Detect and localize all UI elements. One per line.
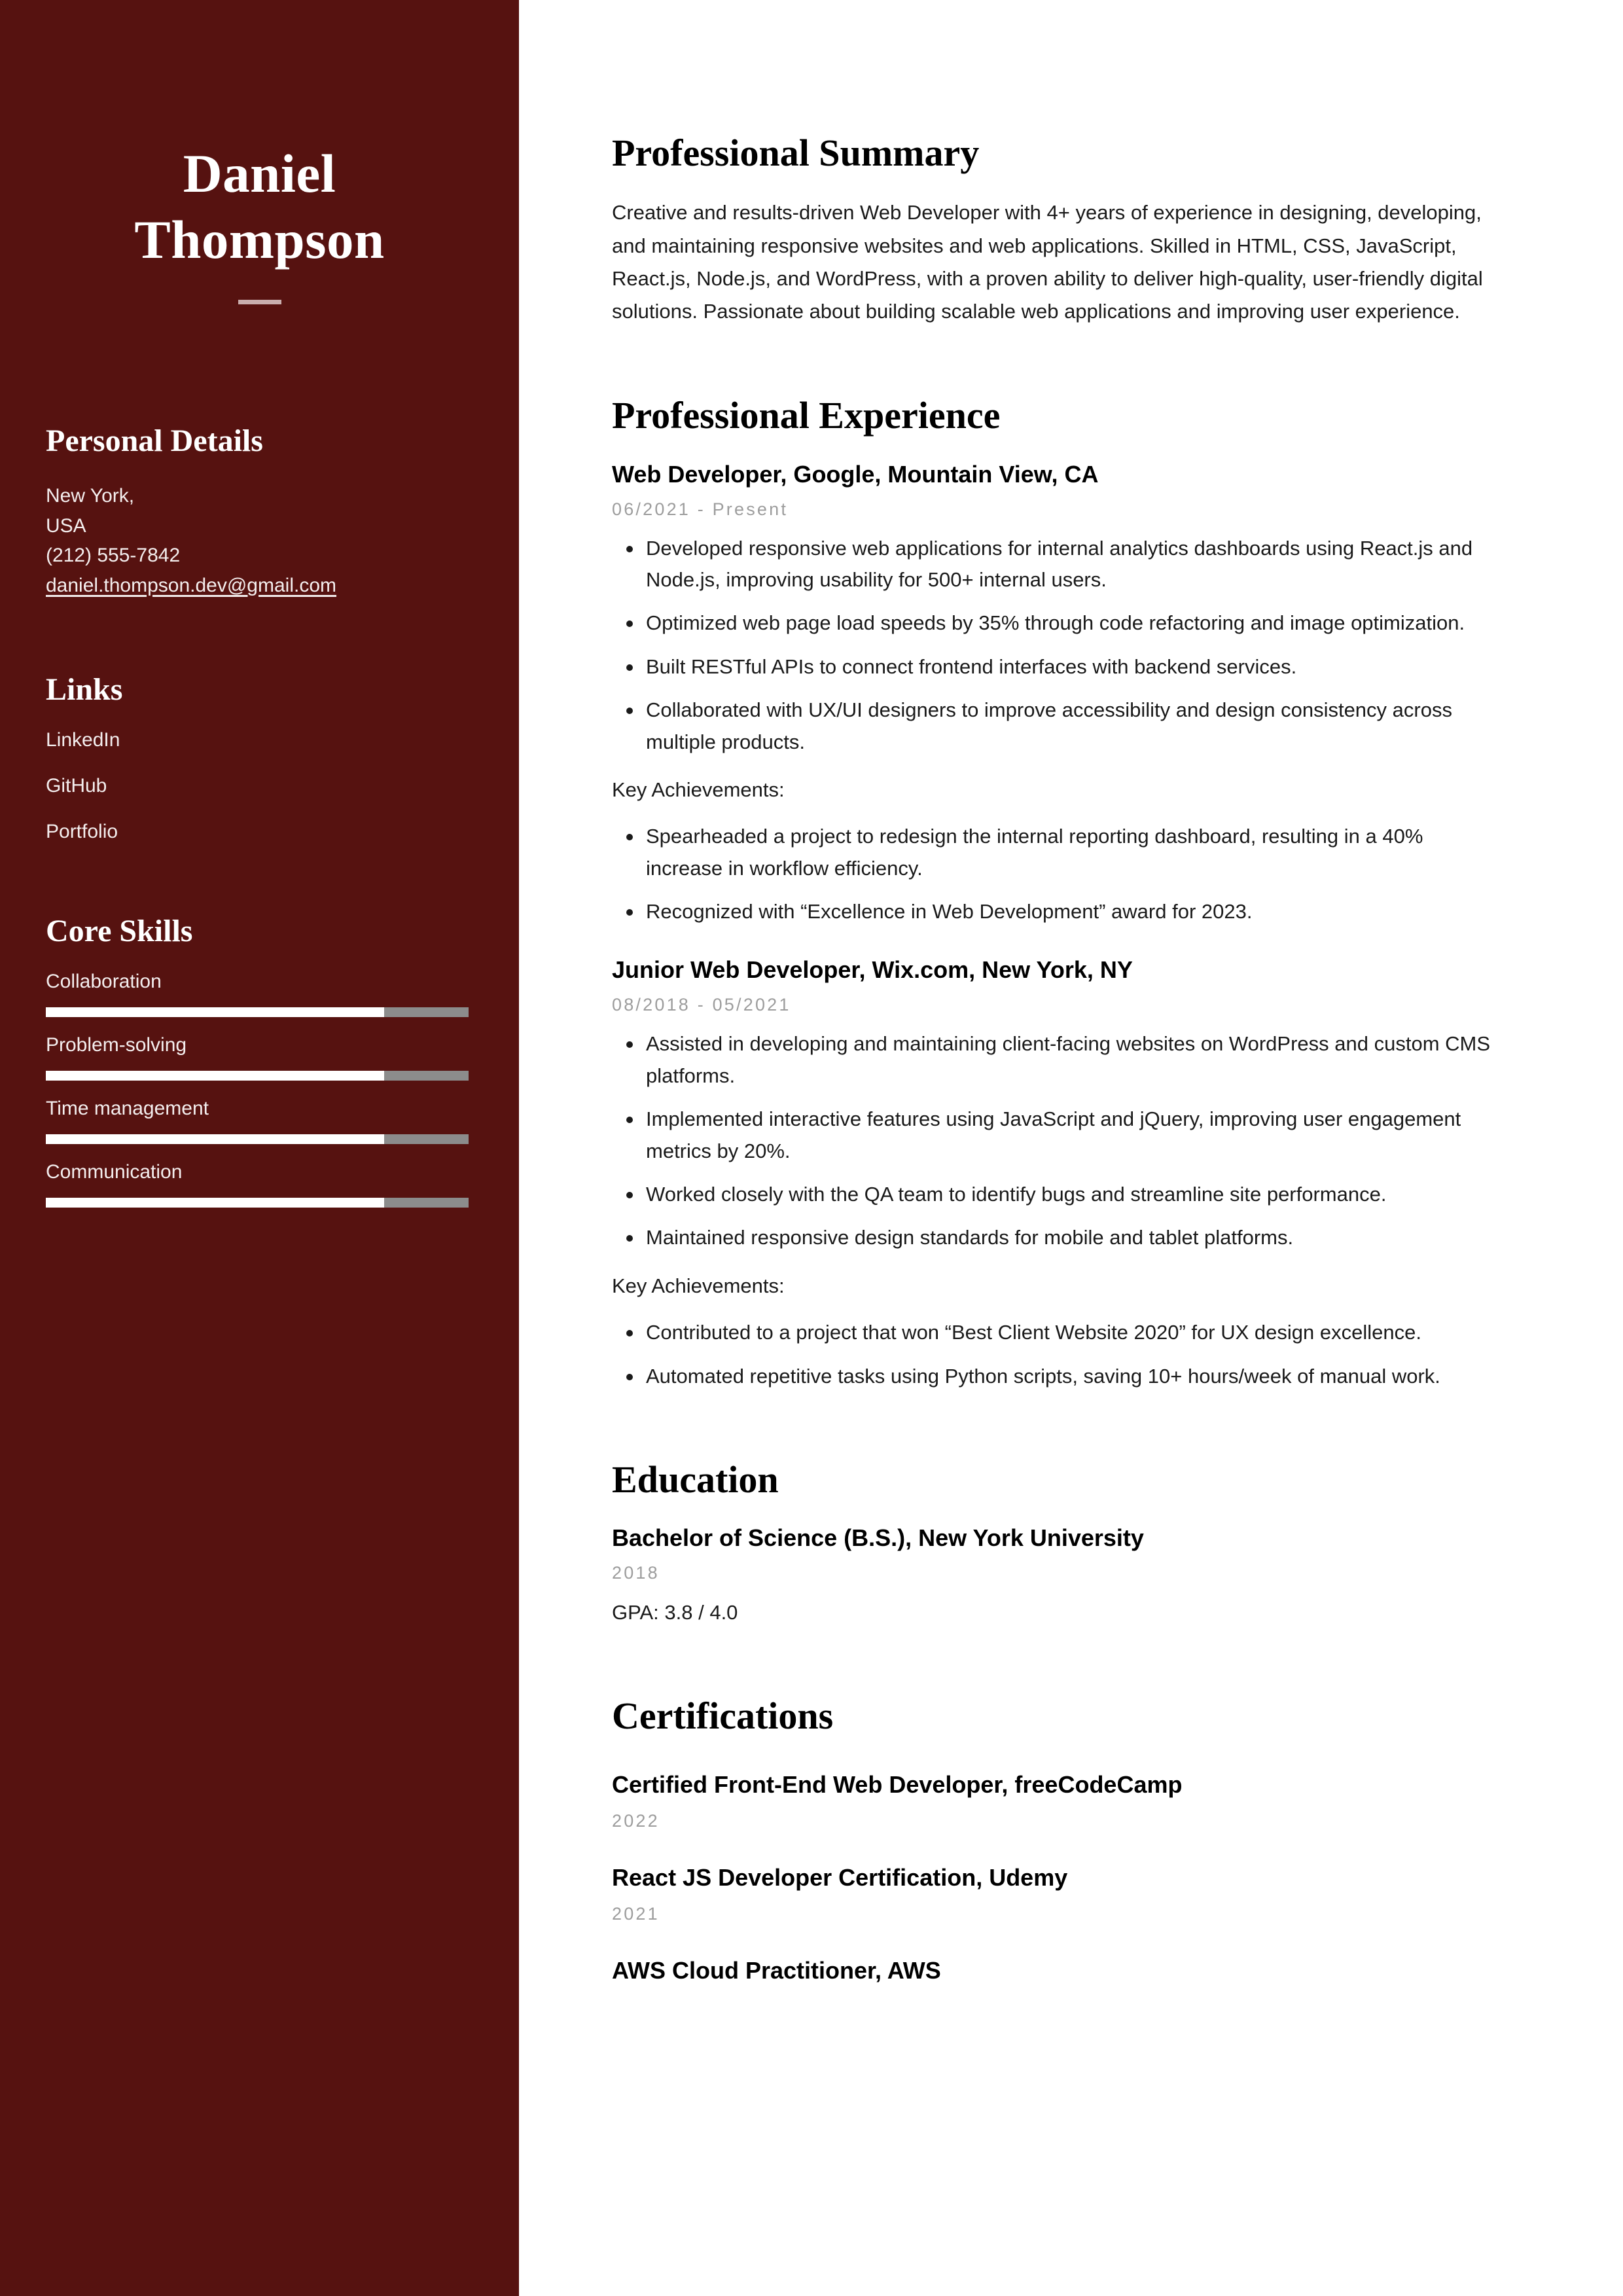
skill-bar-fill [46, 1198, 384, 1208]
job-achievements-wix [612, 1317, 1505, 1392]
skill-label-time-management: Time management [46, 1097, 209, 1119]
certification-entry [612, 1956, 1505, 1985]
certifications-heading: Certifications [612, 1694, 834, 1737]
address-city: New York, [46, 485, 135, 507]
job-date-google: 06/2021 - Present [612, 499, 789, 519]
main-content [519, 0, 1623, 2296]
certification-name-aws: AWS Cloud Practitioner, AWS [612, 1957, 941, 1984]
personal-details-heading: Personal Details [46, 423, 263, 458]
core-skills-heading: Core Skills [46, 914, 193, 949]
certification-date-freecodecamp: 2022 [612, 1811, 660, 1831]
professional-summary-text: Creative and results-driven Web Developer with 4+ years of experience in designing, developing, and maintaining responsive websites and web applications. Skilled in HTML, CSS, JavaScript, React.js, Node.js, and WordPress, with a proven ability to deliver high-quality, user-friendly digital solutions. Passionate about building scalable web applications and improving user experience. [612, 201, 1483, 323]
list-item: Worked closely with the QA team to identify bugs and streamline site performance. [612, 1179, 1505, 1210]
list-item: Built RESTful APIs to connect frontend interfaces with backend services. [612, 651, 1505, 683]
job-achievements-google [612, 821, 1505, 927]
personal-details-section [0, 422, 519, 601]
list-item: Optimized web page load speeds by 35% through code refactoring and image optimization. [612, 607, 1505, 639]
certifications-section [612, 1694, 1505, 1985]
list-item: Assisted in developing and maintaining client-facing websites on WordPress and custom CMS platforms. [612, 1028, 1505, 1092]
skill-item [46, 1162, 473, 1208]
education-section [612, 1458, 1505, 1628]
links-section [0, 671, 519, 842]
education-degree: Bachelor of Science (B.S.), New York University [612, 1524, 1144, 1552]
link-github[interactable]: GitHub [46, 775, 107, 797]
list-item: Developed responsive web applications for internal analytics dashboards using React.js and Node.js, improving usability for 500+ internal users. [612, 533, 1505, 596]
phone-number: (212) 555-7842 [46, 545, 181, 567]
candidate-last-name: Thompson [134, 209, 385, 270]
skill-label-communication: Communication [46, 1160, 183, 1183]
education-gpa: GPA: 3.8 / 4.0 [612, 1601, 738, 1624]
list-item: Collaborated with UX/UI designers to improve accessibility and design consistency across multiple products. [612, 694, 1505, 758]
skill-label-collaboration: Collaboration [46, 970, 162, 992]
job-date-wix: 08/2018 - 05/2021 [612, 995, 791, 1015]
list-item: Contributed to a project that won “Best Client Website 2020” for UX design excellence. [612, 1317, 1505, 1348]
job-title-google: Web Developer, Google, Mountain View, CA [612, 460, 1099, 488]
skill-bar-time-management [46, 1134, 469, 1144]
key-achievements-label-wix: Key Achievements: [612, 1274, 785, 1297]
skill-item [46, 972, 473, 1017]
job-responsibilities-google [612, 533, 1505, 758]
skill-bar-fill [46, 1007, 384, 1017]
skill-bar-fill [46, 1134, 384, 1144]
education-date: 2018 [612, 1563, 660, 1583]
skill-bar-communication [46, 1198, 469, 1208]
skill-label-problem-solving: Problem-solving [46, 1033, 187, 1056]
skill-bar-problem-solving [46, 1071, 469, 1081]
link-linkedin[interactable]: LinkedIn [46, 729, 120, 751]
job-title-wix: Junior Web Developer, Wix.com, New York, NY [612, 956, 1133, 984]
professional-summary-section [612, 131, 1505, 328]
skill-item [46, 1099, 473, 1144]
skill-bar-fill [46, 1071, 384, 1081]
experience-entry [612, 459, 1505, 928]
address-country: USA [46, 514, 86, 537]
professional-experience-heading: Professional Experience [612, 394, 1001, 437]
email-address-link[interactable]: daniel.thompson.dev@gmail.com [46, 574, 337, 596]
certification-date-udemy: 2021 [612, 1904, 660, 1924]
links-heading: Links [46, 672, 123, 708]
certification-name-freecodecamp: Certified Front-End Web Developer, freeCodeCamp [612, 1771, 1183, 1799]
list-item: Maintained responsive design standards for mobile and tablet platforms. [612, 1222, 1505, 1253]
list-item: Spearheaded a project to redesign the internal reporting dashboard, resulting in a 40% increase in workflow efficiency. [612, 821, 1505, 884]
list-item: Implemented interactive features using JavaScript and jQuery, improving user engagement metrics by 20%. [612, 1103, 1505, 1167]
candidate-first-name: Daniel [183, 143, 336, 204]
key-achievements-label-google: Key Achievements: [612, 778, 785, 801]
certification-entry [612, 1770, 1505, 1831]
candidate-name-block [0, 0, 519, 304]
certification-entry [612, 1863, 1505, 1924]
skill-item [46, 1035, 473, 1081]
professional-experience-section [612, 393, 1505, 1392]
list-item: Recognized with “Excellence in Web Development” award for 2023. [612, 896, 1505, 927]
skill-bar-collaboration [46, 1007, 469, 1017]
link-portfolio[interactable]: Portfolio [46, 821, 118, 843]
certification-name-udemy: React JS Developer Certification, Udemy [612, 1864, 1068, 1892]
core-skills-section [0, 912, 519, 1208]
experience-entry [612, 955, 1505, 1391]
job-responsibilities-wix [612, 1028, 1505, 1253]
professional-summary-heading: Professional Summary [612, 132, 980, 174]
education-heading: Education [612, 1458, 779, 1501]
list-item: Automated repetitive tasks using Python scripts, saving 10+ hours/week of manual work. [612, 1361, 1505, 1392]
name-divider [238, 300, 281, 304]
sidebar [0, 0, 519, 2296]
